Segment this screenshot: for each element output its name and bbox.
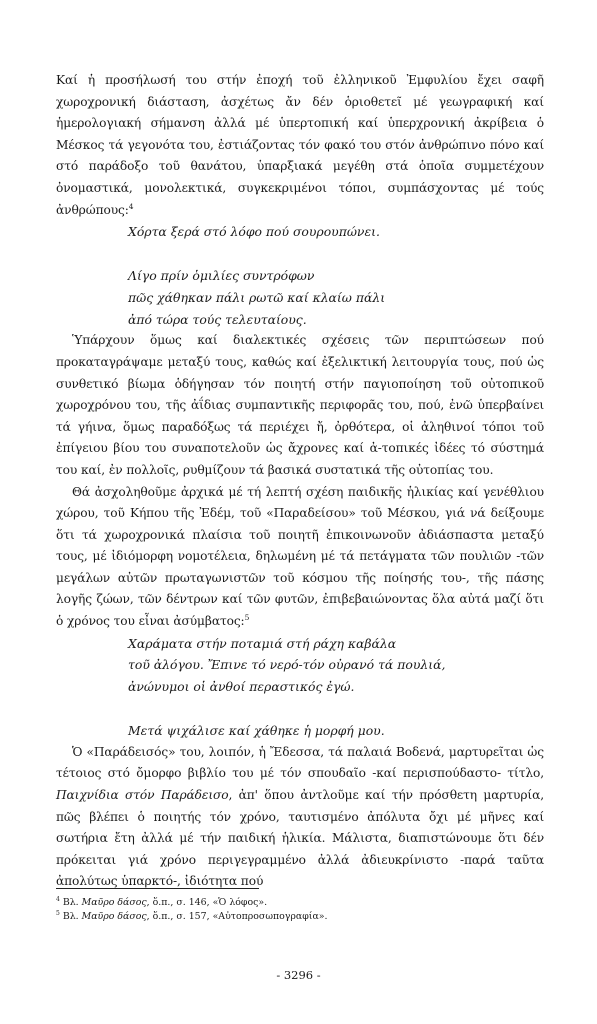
- verse-line: ἀπό τώρα τούς τελευταίους.: [128, 311, 307, 327]
- paragraph-4-text: Ὁ «Παράδεισός» του, λοιπόν, ἡ Ἔδεσσα, τά παλαιά Βοδενά, μαρτυρεῖται ὡς τέτοιος στό ὄμορφο βιβλίο του μέ τόν σπουδαῖο -καί περισπούδαστο- τίτλο,: [56, 744, 544, 781]
- footnote-ref-4: 4: [128, 201, 134, 211]
- verse-line: Μετά ψιχάλισε καί χάθηκε ἡ μορφή μου.: [128, 723, 385, 739]
- verse-line: ἀνώνυμοι οἱ ἀνθοί περαστικός ἐγώ.: [128, 679, 355, 695]
- paragraph-3: [56, 482, 544, 633]
- footnote-title: Μαῦρο δάσος: [81, 911, 147, 922]
- body-text: [56, 70, 544, 893]
- verse-line: Λίγο πρίν ὁμιλίες συντρόφων: [128, 267, 315, 283]
- paragraph-1: [56, 70, 544, 221]
- footnote-ref-5: 5: [244, 613, 250, 622]
- paragraph-4-text-cont: , ἀπ' ὅπου ἀντλοῦμε καί τήν πρόσθετη μαρτυρία, πῶς βλέπει ὁ ποιητής τόν χρόνο, ταυτισμένο ἀπόλυτα ὄχι μέ μῆνες καί σωτήρια ἔτη ἀλλά μέ τήν παιδική ἡλικία. Μάλιστα, διαπιστώνουμε ὅτι δέν πρόκειται γιά χρόνο περιγεγραμμένο ἀλλά ἀδιευκρίνιστο -παρά ταῦτα ἀπολύτως ὑπαρκτό-, ἰδιότητα πού: [56, 788, 544, 889]
- verse-line: Χόρτα ξερά στό λόφο πού σουρουπώνει.: [128, 224, 380, 240]
- footnote-number: 5: [56, 909, 60, 917]
- verse-quote-2: [128, 633, 544, 742]
- footnote-text: , ὅ.π., σ. 146, «Ὁ λόφος».: [146, 897, 268, 908]
- verse-line: πῶς χάθηκαν πάλι ρωτῶ καί κλαίω πάλι: [128, 289, 386, 305]
- verse-line: Χαράματα στήν ποταμιά στή ράχη καβάλα: [128, 635, 397, 651]
- footnote-4: [56, 896, 267, 910]
- footnote-text: , ὅ.π., σ. 157, «Αὐτοπροσωπογραφία».: [146, 911, 328, 922]
- footnote-text: Βλ.: [62, 911, 82, 922]
- footnote-number: 4: [56, 895, 60, 903]
- paragraph-3-text: Θά ἀσχοληθοῦμε ἀρχικά μέ τή λεπτή σχέση παιδικῆς ἡλικίας καί γενέθλιου χώρου, τοῦ Κήπου τῆς Ἐδέμ, τοῦ «Παραδείσου» τοῦ Μέσκου, γιά νά δείξουμε ὅτι τά χωροχρονικά πλαίσια τοῦ ποιητῆ ἐπικοινωνοῦν ἀδιάσπαστα μεταξύ τους, μέ ἰδιόμορφη νομοτέλεια, δηλωμένη μέ τά πετάγματα τῶν πουλιῶν -τῶν μεγάλων αὐτῶν πρωταγωνιστῶν τοῦ κόσμου τῆς ποίησής του-, τῆς πάσης λογῆς ζώων, τῶν δέντρων καί τῶν φυτῶν, ἐπιβεβαιώνοντας ὅλα αὐτά μαζί ὅτι ὁ χρόνος του εἶναι ἀσύμβατος:: [56, 484, 544, 629]
- footnote-5: [56, 910, 328, 924]
- paragraph-4: [56, 742, 544, 893]
- paragraph-2: Ὑπάρχουν ὅμως καί διαλεκτικές σχέσεις τῶν περιπτώσεων πού προκαταγράψαμε μεταξύ τους, καθώς καί ἐξελικτική λειτουργία τους, πού ὡς συνθετικό βίωμα ὁδήγησαν τόν ποιητή στήν παγιοποίηση τοῦ οὐτοπικοῦ χωροχρόνου του, τῆς ἀΐδιας συμπαντικῆς περιφορᾶς του, πού, ἐνῶ ὑπερβαίνει τά γήινα, ὅμως παραδόξως τά περιέχει ἤ, ὀρθότερα, οἱ ἀληθινοί τόποι τοῦ ἐπίγειου βίου του συναποτελοῦν ὡς ἄχρονες καί ἀ-τοπικές ἰδέες τό σύστημά του καί, ἐν πολλοῖς, ρυθμίζουν τά βασικά συστατικά τῆς οὐτοπίας του.: [56, 333, 544, 477]
- verse-quote-1: [128, 221, 544, 330]
- verse-line: τοῦ ἀλόγου. Ἔπινε τό νερό-τόν οὐρανό τά πουλιά,: [128, 657, 446, 673]
- paragraph-1-text: Καί ἡ προσήλωσή του στήν ἐποχή τοῦ ἐλληνικοῦ Ἐμφυλίου ἔχει σαφῆ χωροχρονική διάσταση, ἀσχέτως ἄν δέν ὁριοθετεῖ μέ γεωγραφική καί ἡμερολογιακή σήμανση ἀλλά μέ ὑπερτοπική καί ὑπερχρονική ἀκρίβεια ὁ Μέσκος τά γεγονότα του, ἐστιάζοντας τόν φακό του στόν ἀνθρώπινο πόνο καί στό παράδοξο τοῦ θανάτου, ὑπαρξιακά μεγέθη στά ὁποῖα συμμετέχουν ὀνομαστικά, μονολεκτικά, συγκεκριμένοι τόποι, συμπάσχοντας μέ τούς ἀνθρώπους:: [56, 73, 544, 217]
- book-title: Παιχνίδια στόν Παράδεισο: [56, 788, 229, 803]
- footnote-title: Μαῦρο δάσος: [81, 897, 147, 908]
- page-number: - 3296 -: [276, 968, 321, 982]
- footnote-divider: [56, 888, 259, 889]
- footnote-text: Βλ.: [62, 897, 82, 908]
